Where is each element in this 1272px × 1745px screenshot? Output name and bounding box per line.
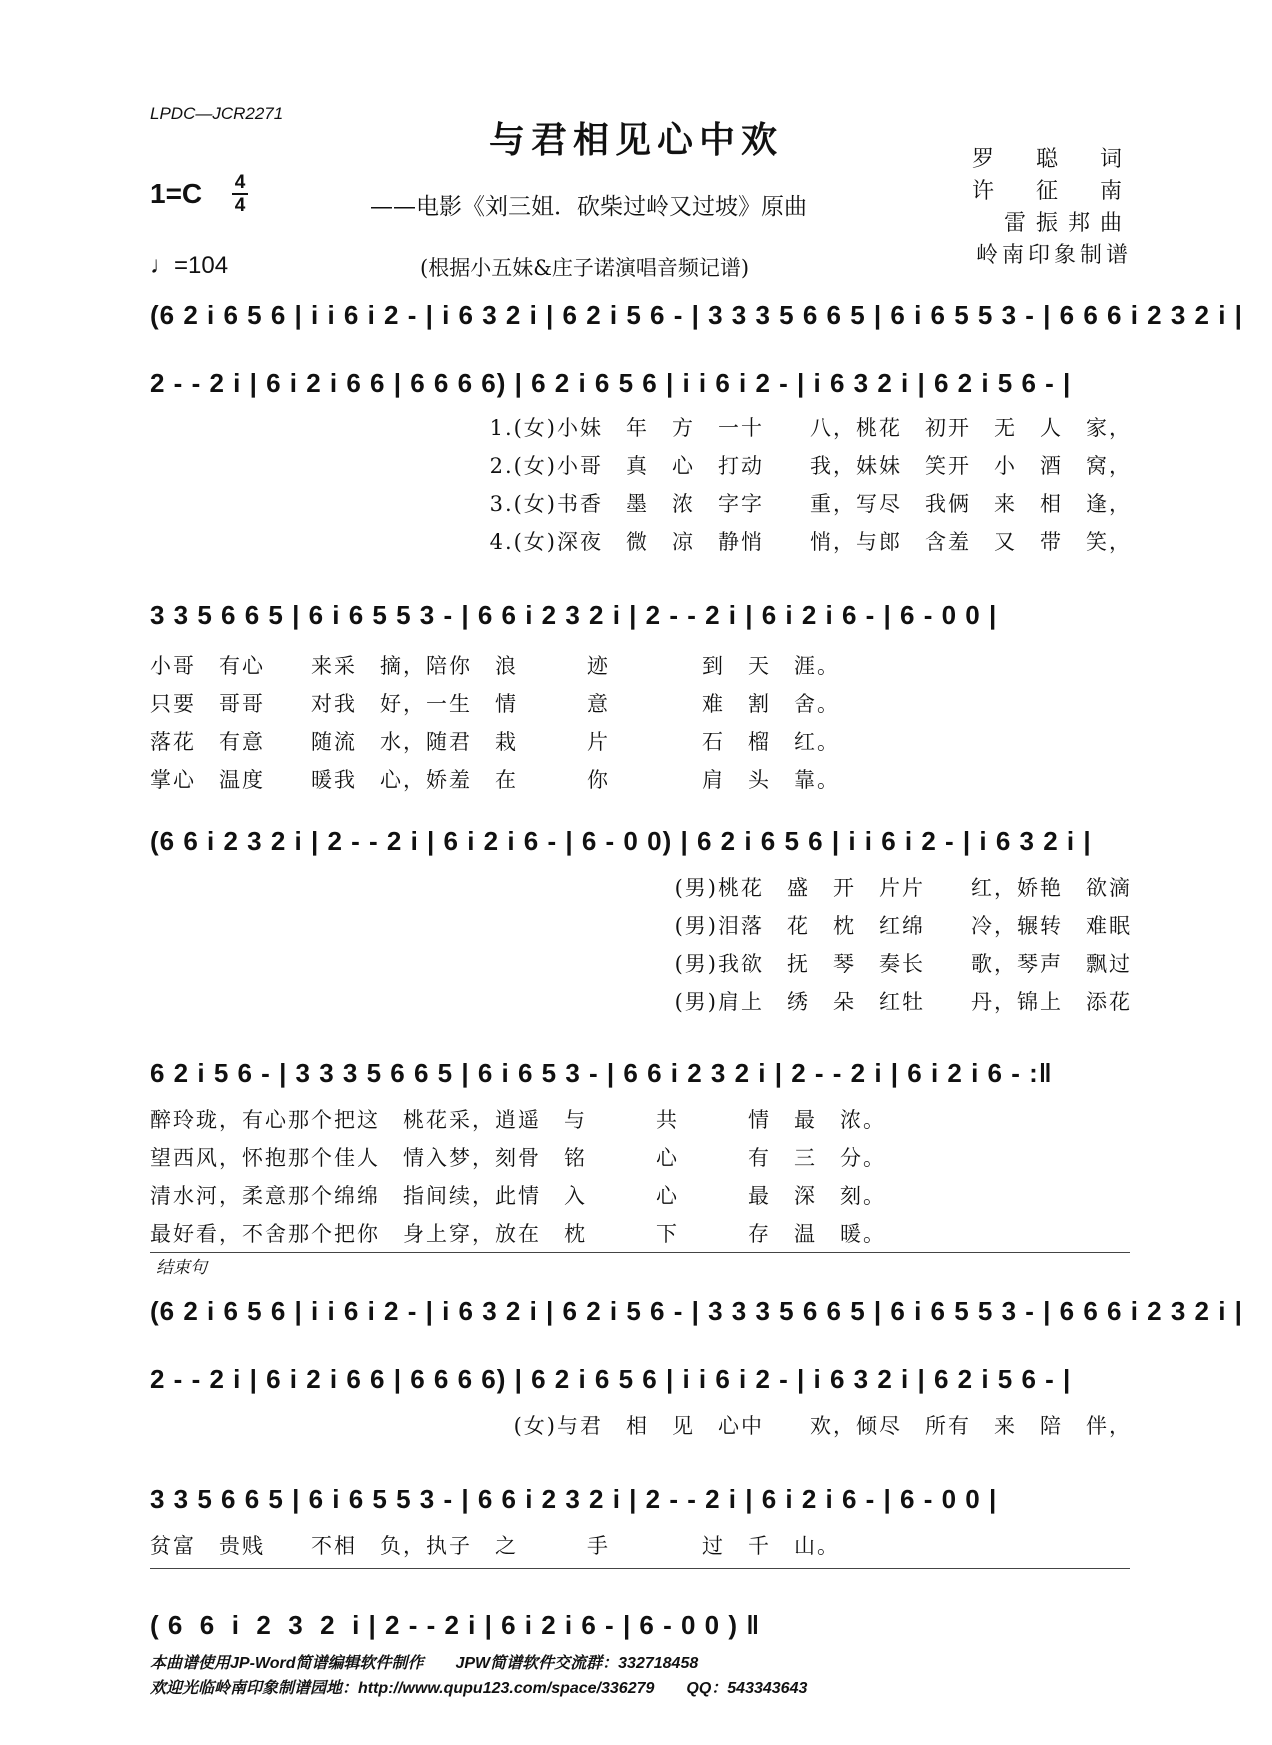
ending-label: 结束句 [156,1258,207,1277]
lyric-line: 小哥 有心 来采 摘，陪你 浪 迹 到 天 涯。 [150,654,840,678]
notation-line-6: (6 2 i 6 5 6 | i i 6 i 2 - | i 6 3 2 i | 6 2 i 5 6 - | 3 3 3 5 6 6 5 | 6 i 6 5 5 3 - | 6 6 6 i 2 3 2 i | [150,1296,1243,1326]
key-signature: 1=C [150,178,203,209]
notation-line-5: 6 2 i 5 6 - | 3 3 3 5 6 6 5 | 6 i 6 5 3 - | 6 6 i 2 3 2 i | 2 - - 2 i | 6 i 2 i 6 - :‖ [150,1058,1053,1088]
notation-line-9: ( 6 6 i 2 3 2 i | 2 - - 2 i | 6 i 2 i 6 - | 6 - 0 0 ) ‖ [150,1610,761,1640]
lyric-line: (女)与君 相 见 心中 欢，倾尽 所有 来 陪 伴， [513,1414,1132,1438]
lyric-line: (男)桃花 盛 开 片片 红，娇艳 欲滴 [674,876,1132,900]
footer-line-2: 欢迎光临岭南印象制谱园地：http://www.qupu123.com/space/336279 QQ：543343643 [150,1680,808,1697]
footer-line-1: 本曲谱使用JP-Word简谱编辑软件制作 JPW简谱软件交流群：332718458 [150,1655,699,1672]
time-signature-bottom: 4 [234,195,246,216]
credit-composer: 雷振邦曲 [1003,211,1132,236]
notation-line-3: 3 3 5 6 6 5 | 6 i 6 5 5 3 - | 6 6 i 2 3 2 i | 2 - - 2 i | 6 i 2 i 6 - | 6 - 0 0 | [150,600,998,630]
score-code: LPDC—JCR2271 [150,104,284,123]
section-divider [150,1252,1130,1253]
lyric-line: 最好看，不舍那个把你 身上穿，放在 枕 下 存 温 暖。 [150,1222,886,1246]
notation-line-1: (6 2 i 6 5 6 | i i 6 i 2 - | i 6 3 2 i | 6 2 i 5 6 - | 3 3 3 5 6 6 5 | 6 i 6 5 5 3 - | 6 6 6 i 2 3 2 i | [150,300,1243,330]
lyric-line: 3.(女)书香 墨 浓 字字 重，写尽 我俩 来 相 逢， [489,492,1132,516]
time-signature-top: 4 [234,172,246,193]
song-subtitle: ——电影《刘三姐．砍柴过岭又过坡》原曲 [370,194,807,220]
lyric-line: 4.(女)深夜 微 凉 静悄 悄，与郎 含羞 又 带 笑， [489,530,1132,554]
section-divider [150,1568,1130,1569]
lyric-line: (男)泪落 花 枕 红绵 冷，辗转 难眠 [674,914,1132,938]
lyric-line: 1.(女)小妹 年 方 一十 八，桃花 初开 无 人 家， [489,416,1132,440]
lyric-line: 清水河，柔意那个绵绵 指间续，此情 入 心 最 深 刻。 [150,1184,886,1208]
credit-lyricist-1: 罗 聪 词 [971,147,1132,172]
tempo-marking: ♩=104 [150,252,229,279]
lyric-line: 只要 哥哥 对我 好，一生 情 意 难 割 舍。 [150,692,840,716]
credit-arranger: 岭南印象制谱 [975,243,1132,268]
notation-line-7: 2 - - 2 i | 6 i 2 i 6 6 | 6 6 6 6) | 6 2 i 6 5 6 | i i 6 i 2 - | i 6 3 2 i | 6 2 i 5 6 - | [150,1364,1072,1394]
time-signature [232,173,248,215]
lyric-line: 掌心 温度 暖我 心，娇羞 在 你 肩 头 靠。 [150,768,840,792]
lyric-line: 醉玲珑，有心那个把这 桃花采，逍遥 与 共 情 最 浓。 [150,1108,886,1132]
credit-lyricist-2: 许 征 南 [971,179,1132,204]
lyric-line: 2.(女)小哥 真 心 打动 我，妹妹 笑开 小 酒 窝， [489,454,1132,478]
lyric-line: 落花 有意 随流 水，随君 栽 片 石 榴 红。 [150,730,840,754]
lyric-line: (男)我欲 抚 琴 奏长 歌，琴声 飘过 [674,952,1132,976]
lyric-line: 贫富 贵贱 不相 负，执子 之 手 过 千 山。 [150,1534,840,1558]
lyric-line: (男)肩上 绣 朵 红牡 丹，锦上 添花 [674,990,1132,1014]
notation-line-2: 2 - - 2 i | 6 i 2 i 6 6 | 6 6 6 6) | 6 2 i 6 5 6 | i i 6 i 2 - | i 6 3 2 i | 6 2 i 5 6 - | [150,368,1072,398]
transcription-note: (根据小五妹&庄子诺演唱音频记谱) [420,256,750,280]
lyric-line: 望西风，怀抱那个佳人 情入梦，刻骨 铭 心 有 三 分。 [150,1146,886,1170]
notation-line-8: 3 3 5 6 6 5 | 6 i 6 5 5 3 - | 6 6 i 2 3 2 i | 2 - - 2 i | 6 i 2 i 6 - | 6 - 0 0 | [150,1484,998,1514]
notation-line-4: (6 6 i 2 3 2 i | 2 - - 2 i | 6 i 2 i 6 - | 6 - 0 0) | 6 2 i 6 5 6 | i i 6 i 2 - | i 6 3 2 i | [150,826,1092,856]
song-title: 与君相见心中欢 [488,119,783,161]
